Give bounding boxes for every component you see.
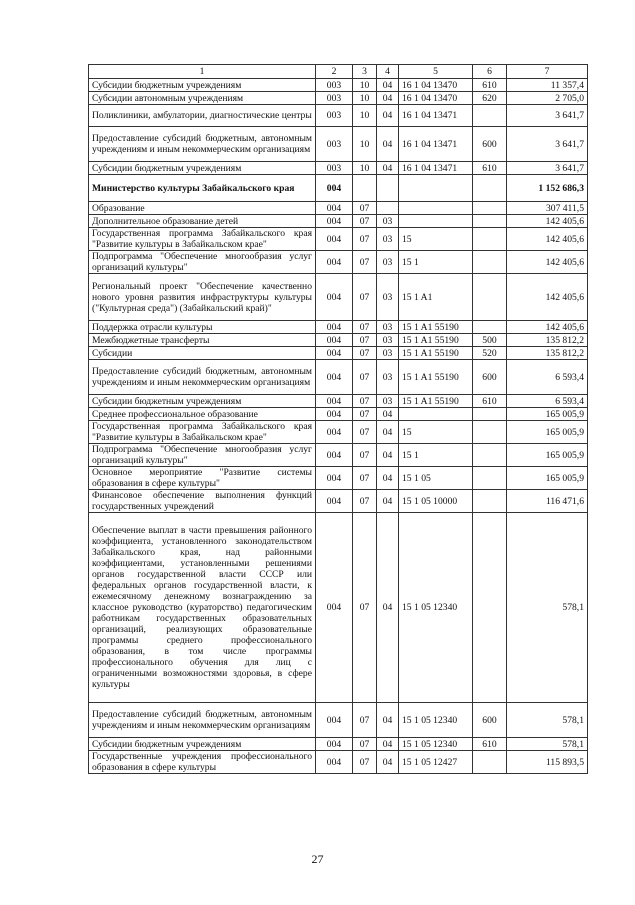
row-subsection: 03 bbox=[377, 274, 399, 321]
row-amount: 115 893,5 bbox=[507, 751, 588, 774]
row-name: Поддержка отрасли культуры bbox=[89, 321, 316, 334]
row-admin-code: 004 bbox=[316, 334, 353, 347]
row-subsection: 04 bbox=[377, 421, 399, 444]
row-amount: 165 005,9 bbox=[507, 408, 588, 421]
row-subsection: 03 bbox=[377, 347, 399, 360]
row-amount: 165 005,9 bbox=[507, 421, 588, 444]
row-target-code bbox=[399, 408, 473, 421]
row-admin-code: 004 bbox=[316, 215, 353, 228]
page-number: 27 bbox=[311, 852, 324, 866]
row-admin-code: 003 bbox=[316, 127, 353, 162]
row-admin-code: 004 bbox=[316, 347, 353, 360]
row-name: Предоставление субсидий бюджетным, автономным учреждениям и иным некоммерческим организациям bbox=[89, 127, 316, 162]
table-header-row bbox=[89, 65, 588, 79]
row-admin-code: 003 bbox=[316, 105, 353, 127]
budget-table bbox=[88, 64, 588, 774]
header-col-7: 7 bbox=[507, 65, 588, 79]
row-target-code: 15 1 A1 55190 bbox=[399, 360, 473, 395]
row-admin-code: 004 bbox=[316, 408, 353, 421]
row-section: 07 bbox=[353, 421, 377, 444]
header-col-2: 2 bbox=[316, 65, 353, 79]
row-name: Основное мероприятие "Развитие системы образования в сфере культуры" bbox=[89, 467, 316, 490]
row-name: Региональный проект "Обеспечение качественно нового уровня развития инфраструктуры культуры ("Культурная среда") (Забайкальский край)" bbox=[89, 274, 316, 321]
row-section: 07 bbox=[353, 467, 377, 490]
row-expense-type: 500 bbox=[473, 334, 507, 347]
row-admin-code: 003 bbox=[316, 92, 353, 105]
row-admin-code: 004 bbox=[316, 703, 353, 738]
row-section: 07 bbox=[353, 321, 377, 334]
row-target-code: 15 1 05 bbox=[399, 467, 473, 490]
row-admin-code: 004 bbox=[316, 444, 353, 467]
table-row bbox=[89, 408, 588, 421]
row-name: Субсидии бюджетным учреждениям bbox=[89, 738, 316, 751]
row-section: 07 bbox=[353, 408, 377, 421]
row-admin-code: 003 bbox=[316, 79, 353, 92]
row-subsection: 03 bbox=[377, 251, 399, 274]
row-subsection: 04 bbox=[377, 105, 399, 127]
row-target-code: 15 1 05 12427 bbox=[399, 751, 473, 774]
row-subsection: 04 bbox=[377, 490, 399, 513]
row-subsection: 03 bbox=[377, 360, 399, 395]
row-admin-code: 004 bbox=[316, 751, 353, 774]
row-expense-type: 600 bbox=[473, 703, 507, 738]
table-row bbox=[89, 228, 588, 251]
row-section: 10 bbox=[353, 162, 377, 175]
row-admin-code: 004 bbox=[316, 738, 353, 751]
table-row bbox=[89, 175, 588, 202]
row-amount: 142 405,6 bbox=[507, 251, 588, 274]
row-target-code: 16 1 04 13471 bbox=[399, 162, 473, 175]
row-expense-type bbox=[473, 513, 507, 703]
row-expense-type bbox=[473, 274, 507, 321]
row-amount: 3 641,7 bbox=[507, 105, 588, 127]
row-admin-code: 004 bbox=[316, 467, 353, 490]
row-name: Подпрограмма "Обеспечение многообразия услуг организаций культуры" bbox=[89, 444, 316, 467]
row-expense-type bbox=[473, 105, 507, 127]
row-section: 07 bbox=[353, 251, 377, 274]
table-row bbox=[89, 215, 588, 228]
row-section: 07 bbox=[353, 513, 377, 703]
row-expense-type bbox=[473, 228, 507, 251]
row-expense-type bbox=[473, 202, 507, 215]
row-target-code: 15 1 05 10000 bbox=[399, 490, 473, 513]
row-expense-type bbox=[473, 467, 507, 490]
row-expense-type: 620 bbox=[473, 92, 507, 105]
row-subsection: 04 bbox=[377, 513, 399, 703]
row-section: 07 bbox=[353, 738, 377, 751]
row-name: Поликлиники, амбулатории, диагностические центры bbox=[89, 105, 316, 127]
row-expense-type bbox=[473, 421, 507, 444]
row-target-code: 15 1 05 12340 bbox=[399, 703, 473, 738]
header-col-4: 4 bbox=[377, 65, 399, 79]
row-section: 10 bbox=[353, 105, 377, 127]
table-row bbox=[89, 738, 588, 751]
table-row bbox=[89, 127, 588, 162]
row-name: Государственная программа Забайкальского края "Развитие культуры в Забайкальском крае" bbox=[89, 421, 316, 444]
row-amount: 3 641,7 bbox=[507, 162, 588, 175]
row-admin-code: 004 bbox=[316, 202, 353, 215]
row-subsection: 03 bbox=[377, 321, 399, 334]
row-admin-code: 004 bbox=[316, 228, 353, 251]
row-name: Предоставление субсидий бюджетным, автономным учреждениям и иным некоммерческим организациям bbox=[89, 703, 316, 738]
row-amount: 578,1 bbox=[507, 738, 588, 751]
row-amount: 11 357,4 bbox=[507, 79, 588, 92]
row-expense-type bbox=[473, 444, 507, 467]
row-subsection bbox=[377, 202, 399, 215]
row-name: Государственные учреждения профессионального образования в сфере культуры bbox=[89, 751, 316, 774]
row-target-code bbox=[399, 215, 473, 228]
row-target-code: 16 1 04 13471 bbox=[399, 105, 473, 127]
row-admin-code: 004 bbox=[316, 395, 353, 408]
row-subsection: 04 bbox=[377, 127, 399, 162]
row-section: 07 bbox=[353, 751, 377, 774]
row-admin-code: 004 bbox=[316, 251, 353, 274]
row-name: Субсидии бюджетным учреждениям bbox=[89, 395, 316, 408]
row-target-code: 16 1 04 13470 bbox=[399, 79, 473, 92]
row-subsection: 04 bbox=[377, 703, 399, 738]
row-amount: 6 593,4 bbox=[507, 360, 588, 395]
row-admin-code: 004 bbox=[316, 490, 353, 513]
row-section: 10 bbox=[353, 127, 377, 162]
row-subsection: 04 bbox=[377, 408, 399, 421]
row-expense-type: 610 bbox=[473, 738, 507, 751]
row-amount: 142 405,6 bbox=[507, 228, 588, 251]
row-expense-type bbox=[473, 751, 507, 774]
row-target-code: 15 1 A1 bbox=[399, 274, 473, 321]
row-admin-code: 003 bbox=[316, 162, 353, 175]
row-section: 07 bbox=[353, 703, 377, 738]
row-subsection: 04 bbox=[377, 92, 399, 105]
row-amount: 135 812,2 bbox=[507, 347, 588, 360]
table-row bbox=[89, 92, 588, 105]
row-subsection: 04 bbox=[377, 444, 399, 467]
row-amount: 135 812,2 bbox=[507, 334, 588, 347]
row-section bbox=[353, 175, 377, 202]
row-expense-type bbox=[473, 408, 507, 421]
row-expense-type: 610 bbox=[473, 79, 507, 92]
row-section: 10 bbox=[353, 79, 377, 92]
table-row bbox=[89, 513, 588, 703]
row-expense-type: 610 bbox=[473, 162, 507, 175]
row-admin-code: 004 bbox=[316, 321, 353, 334]
row-admin-code: 004 bbox=[316, 360, 353, 395]
table-row bbox=[89, 395, 588, 408]
table-row bbox=[89, 162, 588, 175]
row-target-code: 15 bbox=[399, 228, 473, 251]
row-target-code: 15 1 A1 55190 bbox=[399, 395, 473, 408]
row-admin-code: 004 bbox=[316, 274, 353, 321]
row-subsection: 04 bbox=[377, 738, 399, 751]
row-target-code: 15 1 A1 55190 bbox=[399, 321, 473, 334]
table-row bbox=[89, 251, 588, 274]
row-subsection: 04 bbox=[377, 162, 399, 175]
row-name: Межбюджетные трансферты bbox=[89, 334, 316, 347]
row-expense-type bbox=[473, 175, 507, 202]
row-name: Субсидии бюджетным учреждениям bbox=[89, 79, 316, 92]
row-admin-code: 004 bbox=[316, 513, 353, 703]
row-admin-code: 004 bbox=[316, 421, 353, 444]
row-target-code: 15 1 05 12340 bbox=[399, 513, 473, 703]
row-name: Среднее профессиональное образование bbox=[89, 408, 316, 421]
row-name: Министерство культуры Забайкальского края bbox=[89, 175, 316, 202]
table-row bbox=[89, 79, 588, 92]
row-amount: 2 705,0 bbox=[507, 92, 588, 105]
header-col-1: 1 bbox=[89, 65, 316, 79]
table-row bbox=[89, 360, 588, 395]
row-section: 07 bbox=[353, 274, 377, 321]
row-amount: 142 405,6 bbox=[507, 215, 588, 228]
row-target-code: 15 1 A1 55190 bbox=[399, 334, 473, 347]
row-amount: 142 405,6 bbox=[507, 321, 588, 334]
row-target-code: 16 1 04 13471 bbox=[399, 127, 473, 162]
table-row bbox=[89, 321, 588, 334]
row-section: 07 bbox=[353, 444, 377, 467]
row-subsection: 03 bbox=[377, 215, 399, 228]
row-amount: 307 411,5 bbox=[507, 202, 588, 215]
row-amount: 1 152 686,3 bbox=[507, 175, 588, 202]
header-col-6: 6 bbox=[473, 65, 507, 79]
row-section: 07 bbox=[353, 347, 377, 360]
row-name: Субсидии бюджетным учреждениям bbox=[89, 162, 316, 175]
row-subsection: 03 bbox=[377, 334, 399, 347]
row-expense-type bbox=[473, 215, 507, 228]
row-target-code: 15 1 05 12340 bbox=[399, 738, 473, 751]
row-subsection: 03 bbox=[377, 395, 399, 408]
row-amount: 116 471,6 bbox=[507, 490, 588, 513]
table-row bbox=[89, 490, 588, 513]
row-section: 07 bbox=[353, 334, 377, 347]
table-row bbox=[89, 467, 588, 490]
row-expense-type bbox=[473, 251, 507, 274]
row-target-code: 15 bbox=[399, 421, 473, 444]
row-expense-type: 610 bbox=[473, 395, 507, 408]
row-target-code: 15 1 bbox=[399, 444, 473, 467]
row-amount: 142 405,6 bbox=[507, 274, 588, 321]
row-section: 07 bbox=[353, 490, 377, 513]
row-subsection: 03 bbox=[377, 228, 399, 251]
table-row bbox=[89, 274, 588, 321]
row-amount: 578,1 bbox=[507, 513, 588, 703]
row-target-code: 15 1 bbox=[399, 251, 473, 274]
table-row bbox=[89, 347, 588, 360]
row-name: Подпрограмма "Обеспечение многообразия услуг организаций культуры" bbox=[89, 251, 316, 274]
row-admin-code: 004 bbox=[316, 175, 353, 202]
row-subsection bbox=[377, 175, 399, 202]
row-name: Дополнительное образование детей bbox=[89, 215, 316, 228]
row-expense-type bbox=[473, 490, 507, 513]
row-section: 07 bbox=[353, 202, 377, 215]
table-row bbox=[89, 202, 588, 215]
row-expense-type: 600 bbox=[473, 127, 507, 162]
row-name: Обеспечение выплат в части превышения районного коэффициента, установленного законодательством Забайкальского края, над районными коэффициентами, установленными решениями органов государственной власти СССР или федеральных органов государственной власти, к ежемесячному денежному вознаграждению за классное руководство (кураторство) педагогическим работникам государственных образовательных организаций, реализующих образовательные программы среднего профессионального образования, в том числе программы профессионального обучения для лиц с ограниченными возможностями здоровья, в сфере культуры bbox=[89, 513, 316, 703]
header-col-5: 5 bbox=[399, 65, 473, 79]
row-name: Субсидии автономным учреждениям bbox=[89, 92, 316, 105]
row-name: Государственная программа Забайкальского края "Развитие культуры в Забайкальском крае" bbox=[89, 228, 316, 251]
row-section: 07 bbox=[353, 360, 377, 395]
row-subsection: 04 bbox=[377, 751, 399, 774]
row-expense-type: 520 bbox=[473, 347, 507, 360]
row-section: 10 bbox=[353, 92, 377, 105]
row-amount: 3 641,7 bbox=[507, 127, 588, 162]
row-section: 07 bbox=[353, 228, 377, 251]
table-row bbox=[89, 444, 588, 467]
row-target-code: 16 1 04 13470 bbox=[399, 92, 473, 105]
row-amount: 578,1 bbox=[507, 703, 588, 738]
row-name: Образование bbox=[89, 202, 316, 215]
row-amount: 165 005,9 bbox=[507, 444, 588, 467]
row-section: 07 bbox=[353, 395, 377, 408]
row-target-code bbox=[399, 175, 473, 202]
row-target-code bbox=[399, 202, 473, 215]
row-amount: 6 593,4 bbox=[507, 395, 588, 408]
row-section: 07 bbox=[353, 215, 377, 228]
row-target-code: 15 1 A1 55190 bbox=[399, 347, 473, 360]
row-expense-type bbox=[473, 321, 507, 334]
row-name: Субсидии bbox=[89, 347, 316, 360]
row-name: Финансовое обеспечение выполнения функций государственных учреждений bbox=[89, 490, 316, 513]
row-amount: 165 005,9 bbox=[507, 467, 588, 490]
row-subsection: 04 bbox=[377, 79, 399, 92]
table-row bbox=[89, 105, 588, 127]
row-name: Предоставление субсидий бюджетным, автономным учреждениям и иным некоммерческим организациям bbox=[89, 360, 316, 395]
header-col-3: 3 bbox=[353, 65, 377, 79]
table-row bbox=[89, 751, 588, 774]
table-row bbox=[89, 421, 588, 444]
table-row bbox=[89, 703, 588, 738]
row-subsection: 04 bbox=[377, 467, 399, 490]
row-expense-type: 600 bbox=[473, 360, 507, 395]
table-row bbox=[89, 334, 588, 347]
